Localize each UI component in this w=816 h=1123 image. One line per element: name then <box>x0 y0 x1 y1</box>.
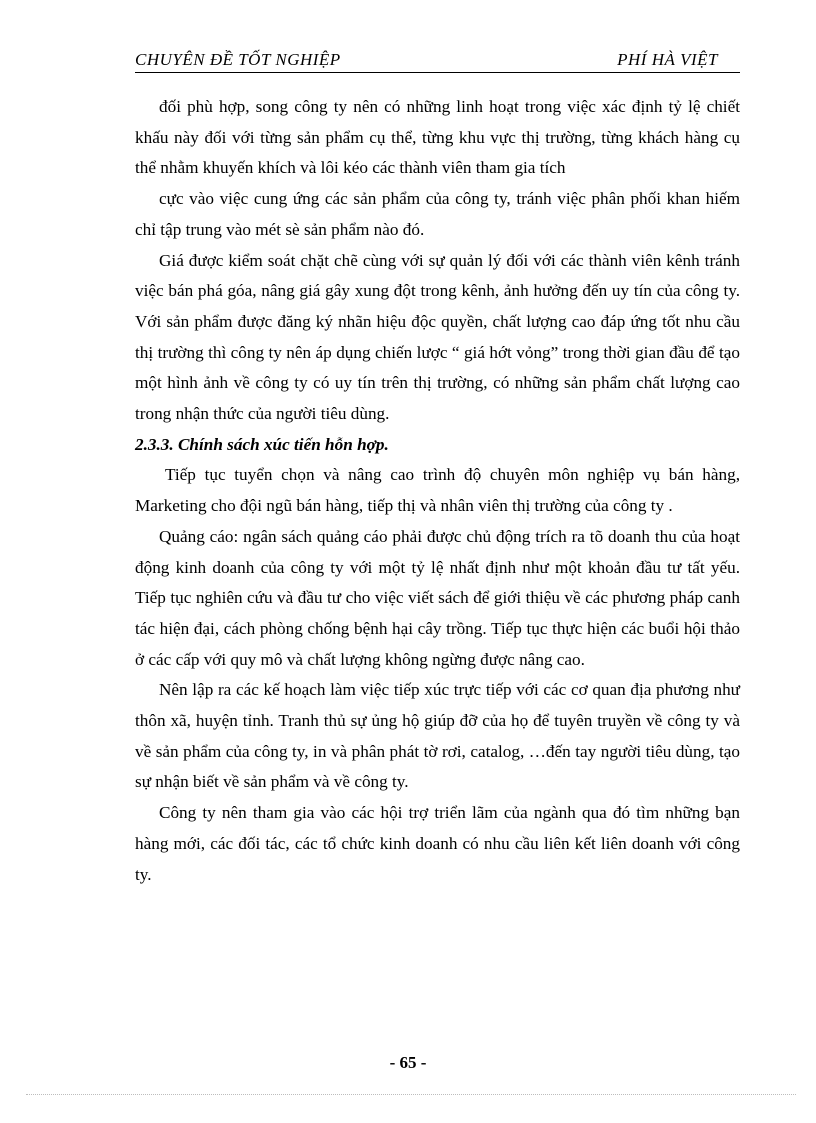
header-author: PHÍ HÀ VIỆT <box>617 50 718 69</box>
paragraph: Nên lập ra các kế hoạch làm việc tiếp xúc trực tiếp với các cơ quan địa phương như thôn xã, huyện tỉnh. Tranh thủ sự ủng hộ giúp đỡ của họ để tuyên truyền về công ty và về sản phẩm của công ty, in và phân phát tờ rơi, catalog, …đến tay người tiêu dùng, tạo sự nhận biết về sản phẩm và về công ty. <box>135 680 740 792</box>
section-heading: 2.3.3. Chính sách xúc tiến hỗn hợp. <box>135 434 389 454</box>
paragraph: Tiếp tục tuyển chọn và nâng cao trình độ chuyên môn nghiệp vụ bán hàng, Marketing cho đội ngũ bán hàng, tiếp thị và nhân viên thị trường của công ty . <box>135 465 740 516</box>
body-text <box>135 92 740 890</box>
header-title: CHUYÊN ĐỀ TỐT NGHIỆP <box>135 50 341 69</box>
page-header <box>135 48 740 73</box>
paragraph: đối phù hợp, song công ty nên có những linh hoạt trong việc xác định tỷ lệ chiết khấu này đối với từng sản phẩm cụ thể, từng khu vực thị trường, từng khách hàng cụ thể nhằm khuyến khích và lôi kéo các thành viên tham gia tích <box>135 97 740 178</box>
paragraph: Công ty nên tham gia vào các hội trợ triển lãm của ngành qua đó tìm những bạn hàng mới, các đối tác, các tổ chức kinh doanh có nhu cầu liên kết liên doanh với công ty. <box>135 803 740 884</box>
paragraph: Giá được kiểm soát chặt chẽ cùng với sự quản lý đối với các thành viên kênh tránh việc bán phá góa, nâng giá gây xung đột trong kênh, ảnh hưởng đến uy tín của công ty. Với sản phẩm được đăng ký nhãn hiệu độc quyền, chất lượng cao đáp ứng tốt nhu cầu thị trường thì công ty nên áp dụng chiến lược “ giá hớt vỏng” trong thời gian đầu để tạo một hình ảnh về công ty có uy tín trên thị trường, có những sản phẩm chất lượng cao trong nhận thức của người tiêu dùng. <box>135 250 740 424</box>
paragraph: Quảng cáo: ngân sách quảng cáo phải được chủ động trích ra tõ doanh thu của hoạt động kinh doanh của công ty với một tỷ lệ nhất định như một khoản đầu tư tất yếu. Tiếp tục nghiên cứu và đầu tư cho việc viết sách để giới thiệu về các phương pháp canh tác hiện đại, cách phòng chống bệnh hại cây trồng. Tiếp tục thực hiện các buổi hội thảo ở các cấp với quy mô và chất lượng không ngừng được nâng cao. <box>135 526 740 669</box>
paragraph: cực vào việc cung ứng các sản phẩm của công ty, tránh việc phân phối khan hiếm chỉ tập trung vào mét sè sản phẩm nào đó. <box>135 189 740 239</box>
page-number: - 65 - <box>389 1053 427 1072</box>
page-bottom-divider <box>26 1094 796 1095</box>
